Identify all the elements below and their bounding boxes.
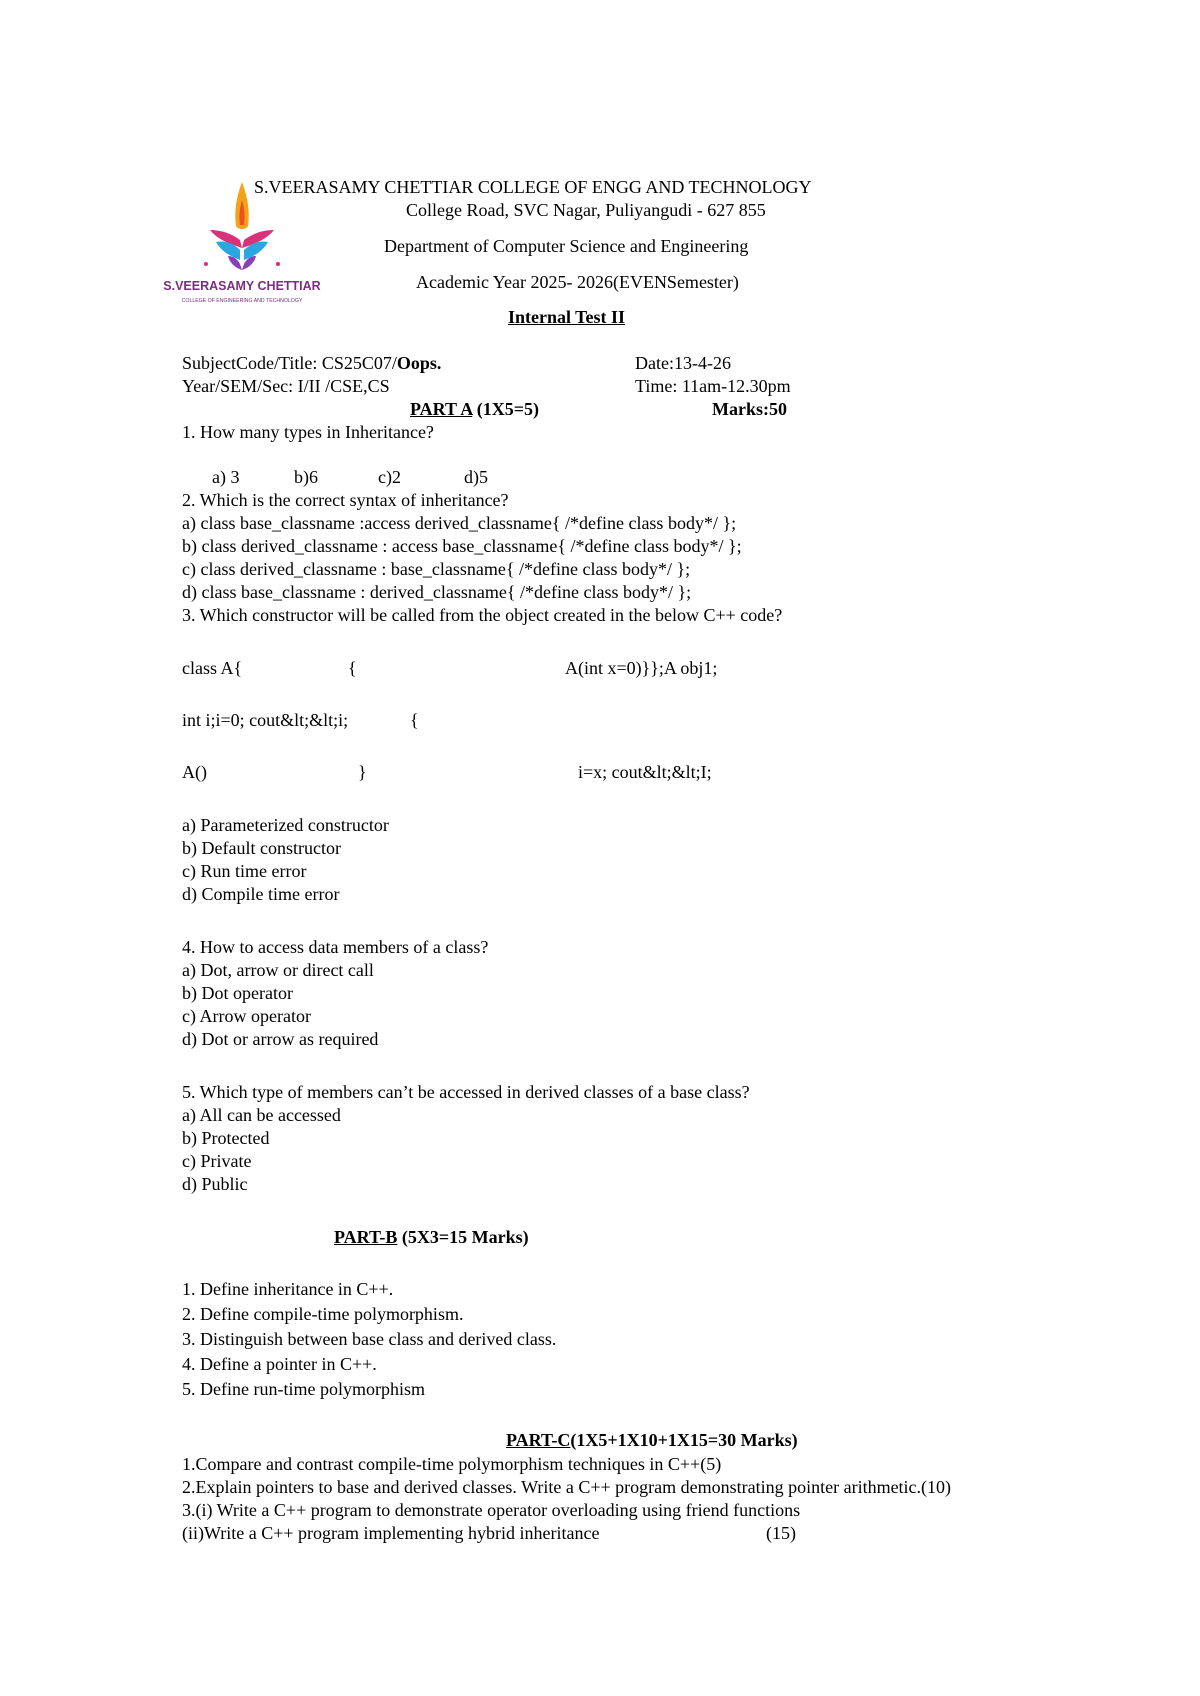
q5-option-b: b) Protected [182,1128,270,1148]
part-b-title: PART-B [334,1227,398,1247]
subject-title: Oops. [396,353,442,373]
question-a1: 1. How many types in Inheritance? [182,422,434,442]
q2-option-b: b) class derived_classname : access base_classname{ /*define class body*/ }; [182,536,742,556]
year-sem-line: Year/SEM/Sec: I/II /CSE,CS [182,376,390,396]
q2-option-d: d) class base_classname : derived_classname{ /*define class body*/ }; [182,582,692,602]
subject-line [182,352,441,374]
logo-text-sub: COLLEGE OF ENGINEERING AND TECHNOLOGY [181,298,303,304]
code-line-3-col-3: i=x; cout&lt;&lt;I; [578,762,712,782]
total-marks: Marks:50 [712,399,787,419]
code-line-1-col-1: class A{ [182,658,243,678]
code-line-1-col-3: A(int x=0)}};A obj1; [565,658,718,678]
exam-time: Time: 11am-12.30pm [635,376,791,396]
exam-date: Date:13-4-26 [635,353,731,373]
part-a-heading [410,398,539,420]
question-c3-ii: (ii)Write a C++ program implementing hybrid inheritance [182,1523,600,1543]
part-b-heading [334,1226,529,1248]
q4-option-b: b) Dot operator [182,983,293,1003]
question-b2: 2. Define compile-time polymorphism. [182,1304,464,1324]
q1-option-d: d)5 [464,467,488,487]
question-a3: 3. Which constructor will be called from the object created in the below C++ code? [182,605,783,625]
q3-option-a: a) Parameterized constructor [182,815,389,835]
q4-option-d: d) Dot or arrow as required [182,1029,379,1049]
question-c3-marks: (15) [766,1523,796,1543]
part-a-title: PART A [410,399,473,419]
question-a5: 5. Which type of members can’t be accessed in derived classes of a base class? [182,1082,750,1102]
q2-option-c: c) class derived_classname : base_classname{ /*define class body*/ }; [182,559,691,579]
question-b4: 4. Define a pointer in C++. [182,1354,377,1374]
q4-option-a: a) Dot, arrow or direct call [182,960,374,980]
q3-option-d: d) Compile time error [182,884,340,904]
q5-option-d: d) Public [182,1174,248,1194]
question-c2: 2.Explain pointers to base and derived classes. Write a C++ program demonstrating pointer arithmetic.(10) [182,1477,952,1497]
academic-year: Academic Year 2025- 2026(EVENSemester) [416,272,739,292]
code-line-3-col-1: A() [182,762,207,782]
q1-option-a: a) 3 [212,467,240,487]
q3-option-b: b) Default constructor [182,838,341,858]
part-c-marks: (1X5+1X10+1X15=30 Marks) [570,1430,798,1450]
question-a4: 4. How to access data members of a class? [182,937,489,957]
q2-option-a: a) class base_classname :access derived_classname{ /*define class body*/ }; [182,513,737,533]
q5-option-c: c) Private [182,1151,252,1171]
part-c-heading [506,1429,798,1451]
q1-option-b: b)6 [294,467,318,487]
code-line-2-col-1: int i;i=0; cout&lt;&lt;i; [182,710,349,730]
question-b1: 1. Define inheritance in C++. [182,1279,394,1299]
question-c3-i: 3.(i) Write a C++ program to demonstrate operator overloading using friend functions [182,1500,801,1520]
part-b-marks: (5X3=15 Marks) [397,1227,529,1247]
college-address: College Road, SVC Nagar, Puliyangudi - 627 855 [406,200,766,220]
question-b5: 5. Define run-time polymorphism [182,1379,425,1399]
subject-label: SubjectCode/Title: CS25C07/ [182,353,397,373]
test-title: Internal Test II [508,307,626,327]
q4-option-c: c) Arrow operator [182,1006,311,1026]
q3-option-c: c) Run time error [182,861,307,881]
code-line-3-col-2: } [358,762,367,782]
code-line-1-col-2: { [348,658,357,678]
question-b3: 3. Distinguish between base class and derived class. [182,1329,557,1349]
part-c-title: PART-C [506,1430,571,1450]
department-name: Department of Computer Science and Engineering [384,236,749,256]
q1-option-c: c)2 [378,467,401,487]
logo-text-main: S.VEERASAMY CHETTIAR [163,279,321,293]
question-a2: 2. Which is the correct syntax of inheritance? [182,490,509,510]
q5-option-a: a) All can be accessed [182,1105,341,1125]
code-line-2-col-2: { [410,710,419,730]
question-c1: 1.Compare and contrast compile-time polymorphism techniques in C++(5) [182,1454,722,1474]
college-name: S.VEERASAMY CHETTIAR COLLEGE OF ENGG AND TECHNOLOGY [254,177,812,197]
part-a-marks: (1X5=5) [472,399,539,419]
